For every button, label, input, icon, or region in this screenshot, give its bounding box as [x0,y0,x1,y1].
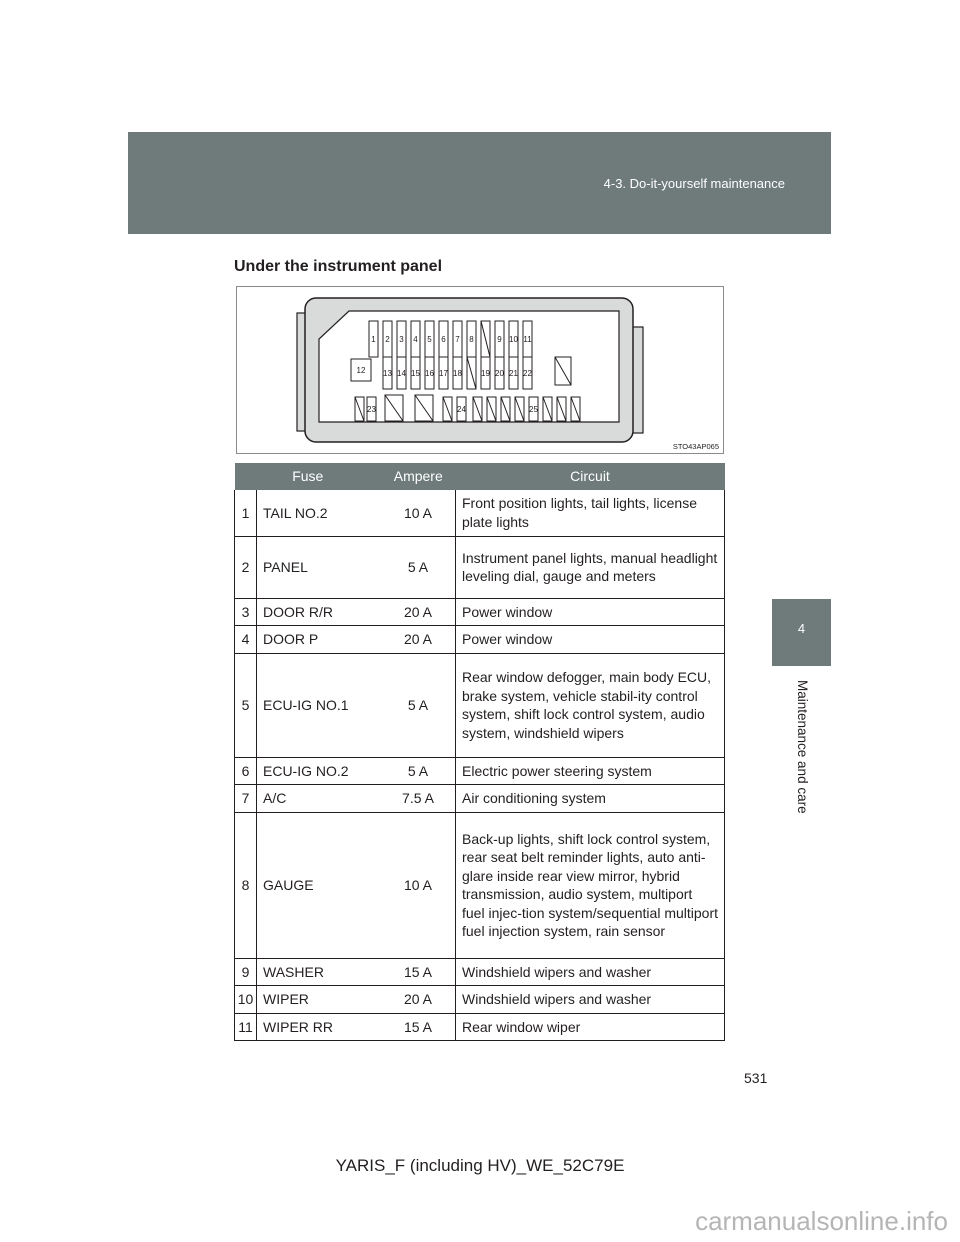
circuit-cell: Electric power steering system [456,757,725,785]
fuse-number-label: 11 [523,335,532,344]
fuse-number-label: 13 [383,369,392,378]
circuit-cell: Windshield wipers and washer [456,986,725,1014]
circuit-cell: Air conditioning system [456,785,725,813]
ampere-cell: 10 A [381,490,456,536]
fuse-number-cell: 11 [235,1013,257,1041]
ampere-cell: 15 A [381,1013,456,1041]
fuse-name-cell: DOOR R/R [257,598,382,626]
table-row [235,986,725,1014]
fuse-number-cell: 6 [235,757,257,785]
ampere-cell: 20 A [381,598,456,626]
table-row [235,490,725,536]
table-header-row [235,463,725,490]
circuit-cell: Rear window wiper [456,1013,725,1041]
ampere-cell: 5 A [381,653,456,757]
table-row [235,812,725,958]
fuse-number-label: 18 [453,369,462,378]
fuse-box-illustration [237,287,723,453]
chapter-tab [772,599,831,666]
fuse-name-cell: GAUGE [257,812,382,958]
fuse-number-label: 14 [397,369,406,378]
circuit-cell: Power window [456,598,725,626]
fuse-number-label: 12 [356,366,366,375]
fuse-name-cell: WASHER [257,958,382,986]
table-row [235,1013,725,1041]
chapter-label-text: Maintenance and care [795,680,810,814]
fuse-number-label: 2 [385,335,390,344]
fuse-number-label: 17 [439,369,448,378]
fuse-name-cell: A/C [257,785,382,813]
fuse-number-label: 20 [495,369,504,378]
fuse-number-cell: 4 [235,626,257,654]
footer-model-code: YARIS_F (including HV)_WE_52C79E [335,1156,625,1175]
circuit-cell: Rear window defogger, main body ECU, brake system, vehicle stabil-ity control system, shift lock control system, audio system, windshield wipers [456,653,725,757]
fuse-number-label: 16 [425,369,434,378]
ampere-cell: 5 A [381,536,456,598]
fuse-number-label: 6 [441,335,446,344]
fuse-number-label: 15 [411,369,420,378]
ampere-cell: 20 A [381,626,456,654]
fuse-table [234,463,725,1041]
section-title: Under the instrument panel [234,258,443,275]
fuse-number-cell: 10 [235,986,257,1014]
fuse-name-cell: TAIL NO.2 [257,490,382,536]
fuse-number-cell: 2 [235,536,257,598]
ampere-cell: 15 A [381,958,456,986]
circuit-cell: Instrument panel lights, manual headlight leveling dial, gauge and meters [456,536,725,598]
fuse-name-cell: WIPER RR [257,1013,382,1041]
fuse-number-cell: 5 [235,653,257,757]
header-ampere: Ampere [381,463,456,490]
fuse-number-label: 5 [427,335,432,344]
fuse-number-cell: 3 [235,598,257,626]
fuse-number-label: 10 [509,335,518,344]
fuse-number-label: 21 [509,369,518,378]
fuse-name-cell: PANEL [257,536,382,598]
circuit-cell: Windshield wipers and washer [456,958,725,986]
fuse-number-cell: 8 [235,812,257,958]
table-row [235,598,725,626]
fuse-number-label: 19 [481,369,490,378]
fuse-number-label: 24 [457,405,466,414]
fuse-number-label: 25 [529,405,538,414]
fuse-number-cell: 1 [235,490,257,536]
fuse-number-label: 23 [367,405,376,414]
fuse-box-diagram [236,286,724,454]
chapter-side-label [772,680,831,814]
fuse-number-label: 7 [455,335,460,344]
fuse-number-label: 1 [371,335,376,344]
fuse-name-cell: ECU-IG NO.2 [257,757,382,785]
figure-code: STO43AP065 [672,442,719,451]
fuse-name-cell: DOOR P [257,626,382,654]
table-row [235,653,725,757]
watermark: carmanualsonline.info [695,1206,948,1236]
fuse-number-label: 8 [469,335,474,344]
table-row [235,536,725,598]
table-row [235,757,725,785]
circuit-cell: Front position lights, tail lights, license plate lights [456,490,725,536]
fuse-number-cell: 9 [235,958,257,986]
ampere-cell: 20 A [381,986,456,1014]
fuse-number-cell: 7 [235,785,257,813]
fuse-number-label: 22 [523,369,532,378]
circuit-cell: Power window [456,626,725,654]
chapter-number: 4 [797,621,806,636]
header-fuse: Fuse [235,463,382,490]
ampere-cell: 7.5 A [381,785,456,813]
header-circuit: Circuit [456,463,725,490]
ampere-cell: 5 A [381,757,456,785]
circuit-cell: Back-up lights, shift lock control system, rear seat belt reminder lights, auto anti-glare inside rear view mirror, hybrid transmission, audio system, multiport fuel injec-tion system/sequential multiport fuel injection system, rain sensor [456,812,725,958]
table-row [235,958,725,986]
ampere-cell: 10 A [381,812,456,958]
table-row [235,785,725,813]
page-number: 531 [744,1070,768,1086]
chapter-title: 4-3. Do-it-yourself maintenance [603,176,785,191]
fuse-name-cell: WIPER [257,986,382,1014]
fuse-number-label: 3 [399,335,404,344]
fuse-number-label: 4 [413,335,418,344]
table-row [235,626,725,654]
fuse-name-cell: ECU-IG NO.1 [257,653,382,757]
fuse-number-label: 9 [497,335,502,344]
chapter-header [128,132,831,234]
